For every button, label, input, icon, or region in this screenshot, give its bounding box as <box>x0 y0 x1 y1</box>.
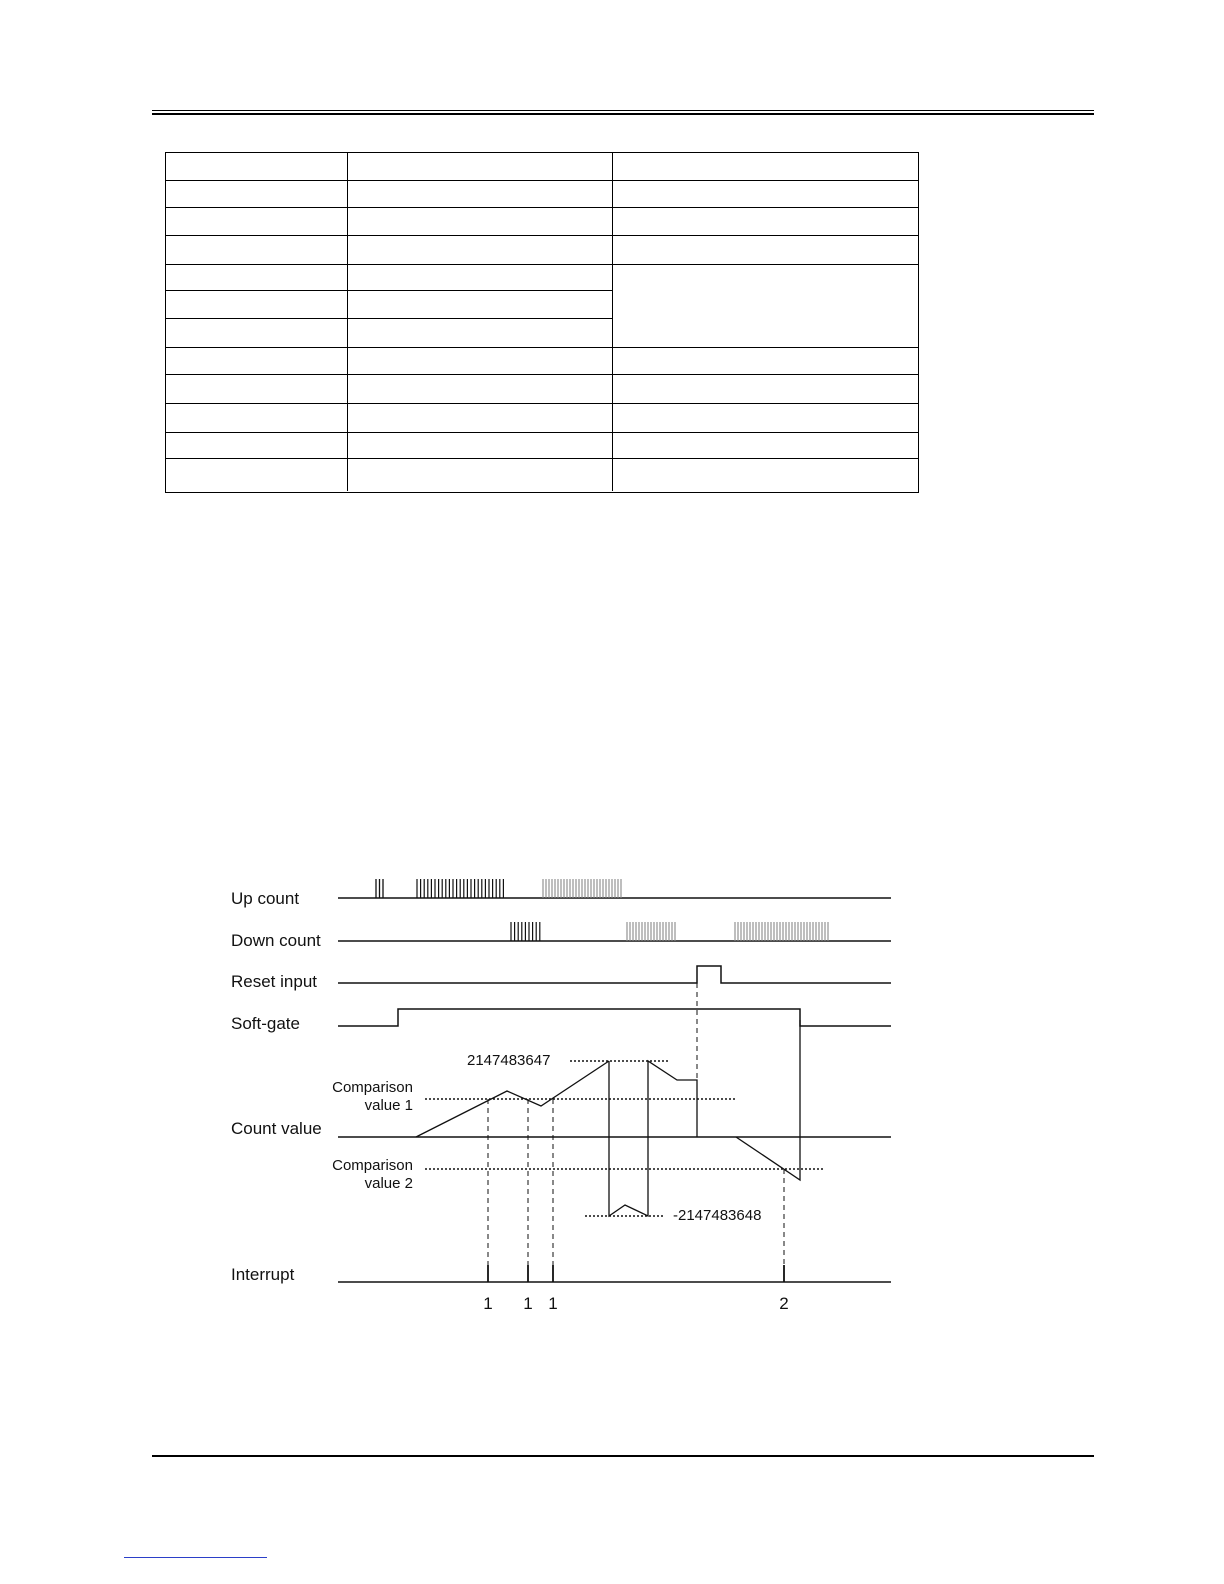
label-count-value: Count value <box>231 1119 322 1138</box>
label-max-value: 2147483647 <box>467 1052 551 1069</box>
label-min-value: -2147483648 <box>673 1207 762 1224</box>
up-count-pulses <box>376 879 621 898</box>
label-comparison-2-line2: value 2 <box>364 1175 413 1192</box>
label-interrupt: Interrupt <box>231 1265 295 1284</box>
count-trace-overflow <box>609 1061 697 1216</box>
label-down-count: Down count <box>231 931 321 950</box>
label-soft-gate: Soft-gate <box>231 1014 300 1033</box>
count-trace-fall <box>736 1020 800 1180</box>
label-up-count: Up count <box>231 889 300 908</box>
label-comparison-1-line2: value 1 <box>364 1097 413 1114</box>
interrupt-label: 2 <box>779 1294 789 1313</box>
interrupt-label: 1 <box>523 1294 533 1313</box>
soft-gate-line <box>338 1009 891 1026</box>
interrupt-label: 1 <box>548 1294 558 1313</box>
label-comparison-1-line1: Comparison <box>332 1079 413 1096</box>
label-comparison-2-line1: Comparison <box>332 1157 413 1174</box>
reset-input-line <box>338 966 891 983</box>
count-trace-rise <box>416 1061 609 1137</box>
down-count-pulses <box>511 922 828 941</box>
interrupt-label: 1 <box>483 1294 493 1313</box>
label-reset-input: Reset input <box>231 972 317 991</box>
